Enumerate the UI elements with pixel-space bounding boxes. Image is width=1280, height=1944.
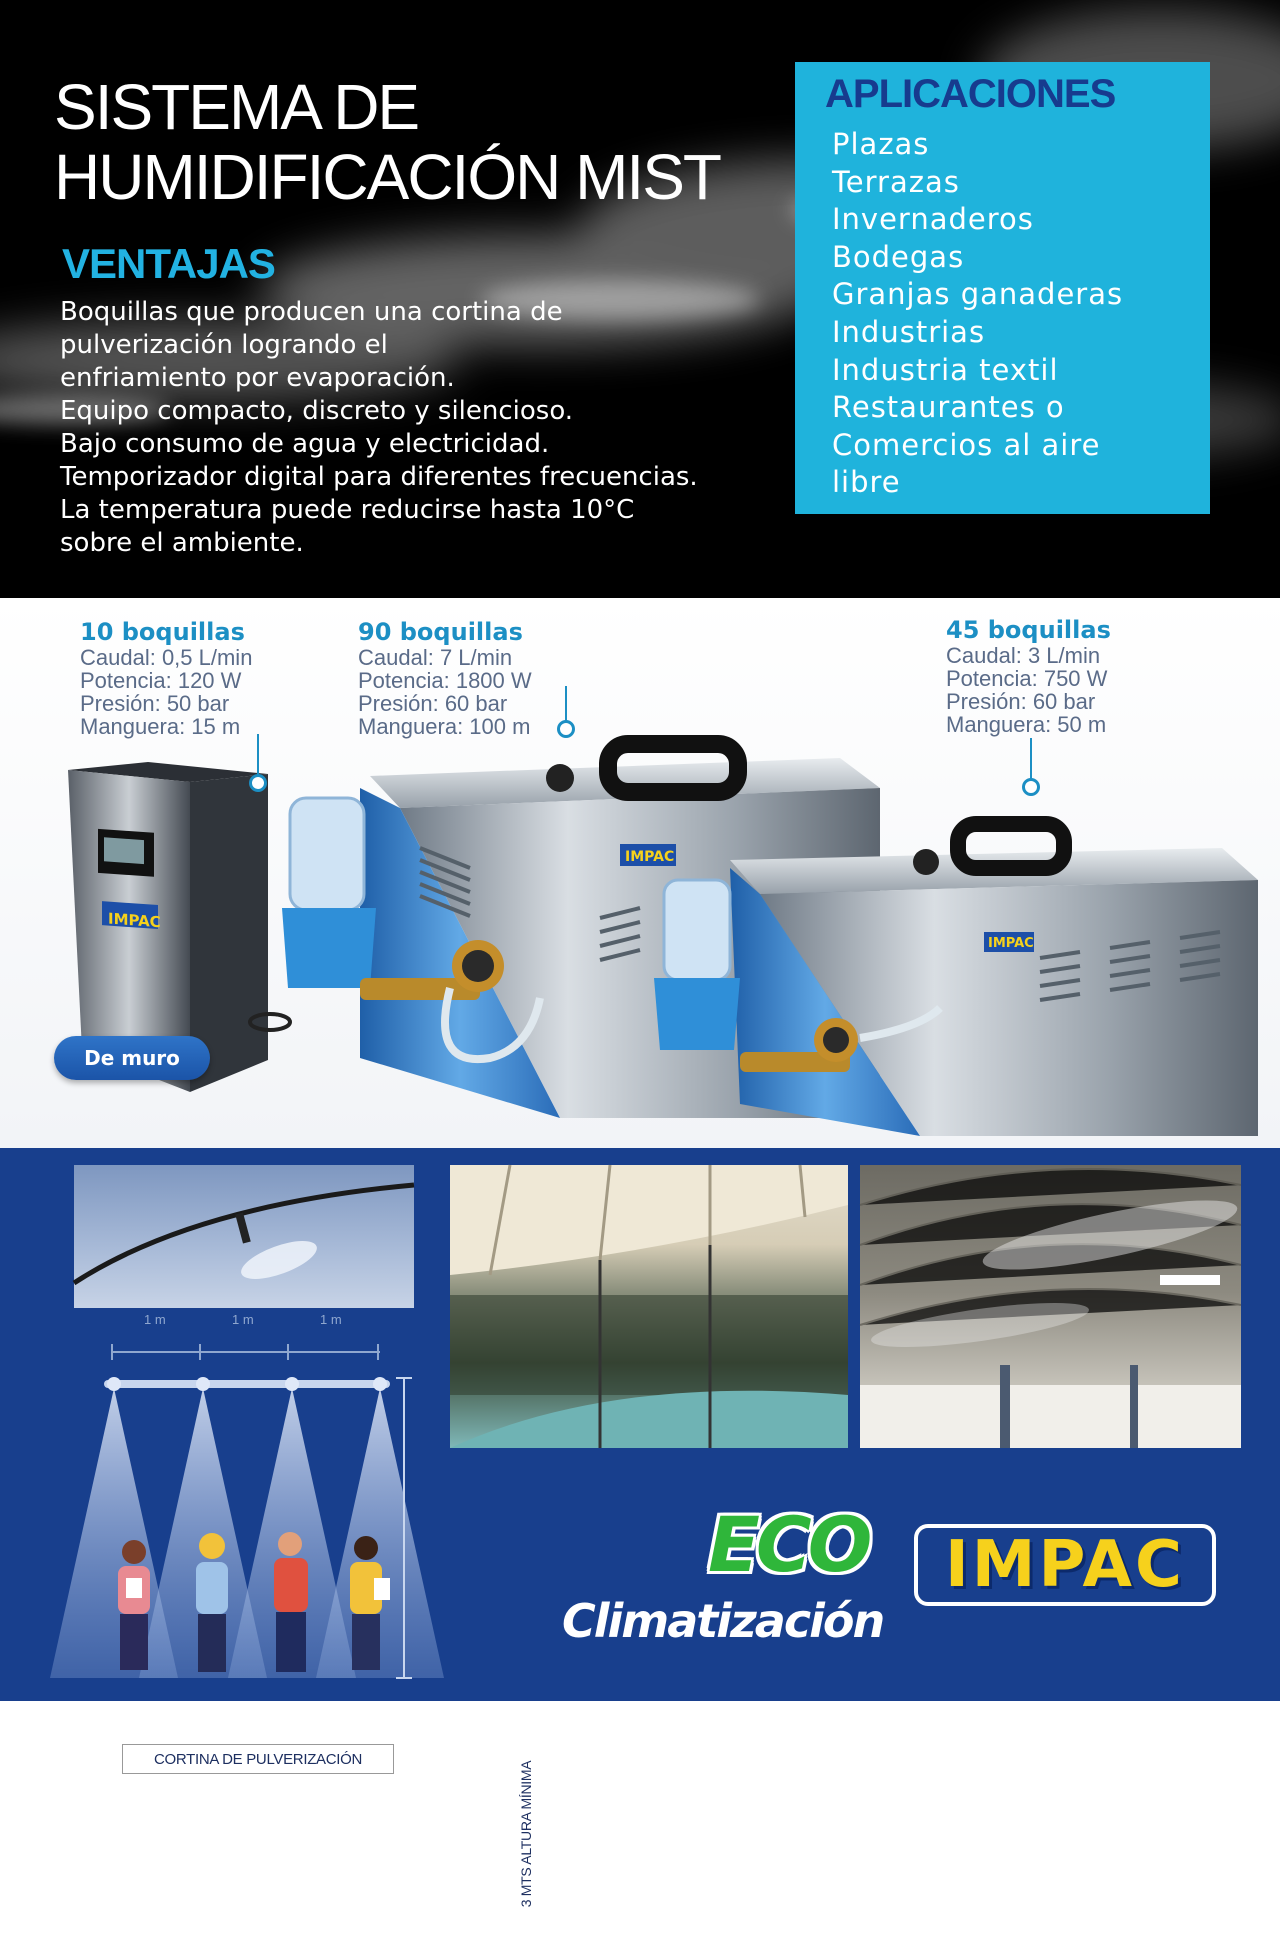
ventajas-line: Bajo consumo de agua y electricidad. [60,429,550,459]
aplicacion-item: Industria textil [832,352,1059,387]
aplicacion-item: Bodegas [832,239,965,274]
aplicacion-item: Terrazas [832,164,960,199]
mist-unit-45 [654,824,1258,1136]
spec-potencia: Potencia: 120 W [80,668,242,693]
aplicaciones-heading: APLICACIONES [825,72,1116,116]
spec-90-boquillas [358,618,532,738]
pin-dot [249,774,267,792]
aplicacion-item: Granjas ganaderas [832,277,1124,312]
spec-manguera: Manguera: 100 m [358,714,531,739]
photo-terrace [450,1165,848,1448]
aplicacion-item: Industrias [832,314,986,349]
page-title [54,72,720,212]
spec-model: 45 boquillas [946,616,1111,644]
ventajas-line: Equipo compacto, discreto y silencioso. [60,396,574,426]
spray-diagram [40,1308,480,1698]
products-section [0,598,1280,1148]
impac-logo-text: IMPAC [944,1528,1186,1602]
svg-text:IMPAC: IMPAC [108,909,161,932]
aplicacion-item: Plazas [832,127,930,161]
altura-label: 3 MTS ALTURA MÍNIMA [512,1724,540,1944]
climatizacion-logo-text: Climatización [562,1594,884,1648]
ventajas-line: Boquillas que producen una cortina de [60,297,563,327]
spec-10-boquillas [80,618,252,738]
ventajas-line: enfriamiento por evaporación. [60,363,455,393]
spec-presion: Presión: 60 bar [358,691,508,716]
photo-warehouse [860,1165,1241,1448]
ventajas-line: La temperatura puede reducirse hasta 10°C [60,495,635,525]
title-line-1: SISTEMA DE [54,71,419,143]
svg-text:IMPAC: IMPAC [625,849,675,865]
spec-manguera: Manguera: 50 m [946,712,1107,737]
eco-logo-text: ECO [708,1500,869,1589]
spec-potencia: Potencia: 1800 W [358,668,532,693]
aplicaciones-list [832,126,1123,502]
aplicaciones-box [795,62,1210,514]
spec-potencia: Potencia: 750 W [946,666,1108,691]
spec-presion: Presión: 60 bar [946,689,1096,714]
distance-label: 1 m [232,1312,254,1327]
spec-caudal: Caudal: 3 L/min [946,643,1101,668]
de-muro-badge: De muro [54,1036,210,1080]
aplicacion-item: libre [832,465,901,500]
ventajas-line: sobre el ambiente. [60,528,304,558]
spec-caudal: Caudal: 7 L/min [358,645,513,670]
pin-dot [557,720,575,738]
title-line-2: HUMIDIFICACIÓN MIST [54,141,720,213]
spec-manguera: Manguera: 15 m [80,714,241,739]
aplicacion-item: Invernaderos [832,202,1034,237]
aplicacion-item: Restaurantes o [832,390,1065,425]
aplicacion-item: Comercios al aire [832,427,1101,462]
ventajas-heading: VENTAJAS [62,240,275,287]
ventajas-line: Temporizador digital para diferentes frecuencias. [60,462,698,492]
spec-model: 90 boquillas [358,618,523,646]
svg-text:IMPAC: IMPAC [988,936,1034,951]
impac-logo [914,1524,1216,1606]
gallery-section [0,1148,1280,1908]
distance-label: 1 m [320,1312,342,1327]
photo-nozzle-sky [74,1165,414,1308]
cortina-label: CORTINA DE PULVERIZACIÓN [122,1744,394,1774]
ventajas-list [60,296,780,560]
pin-dot [1022,778,1040,796]
spec-model: 10 boquillas [80,618,245,646]
spec-presion: Presión: 50 bar [80,691,230,716]
hero-section [0,0,1280,598]
ventajas-line: pulverización logrando el [60,330,388,360]
distance-label: 1 m [144,1312,166,1327]
spec-45-boquillas [946,616,1111,736]
spec-caudal: Caudal: 0,5 L/min [80,645,253,670]
